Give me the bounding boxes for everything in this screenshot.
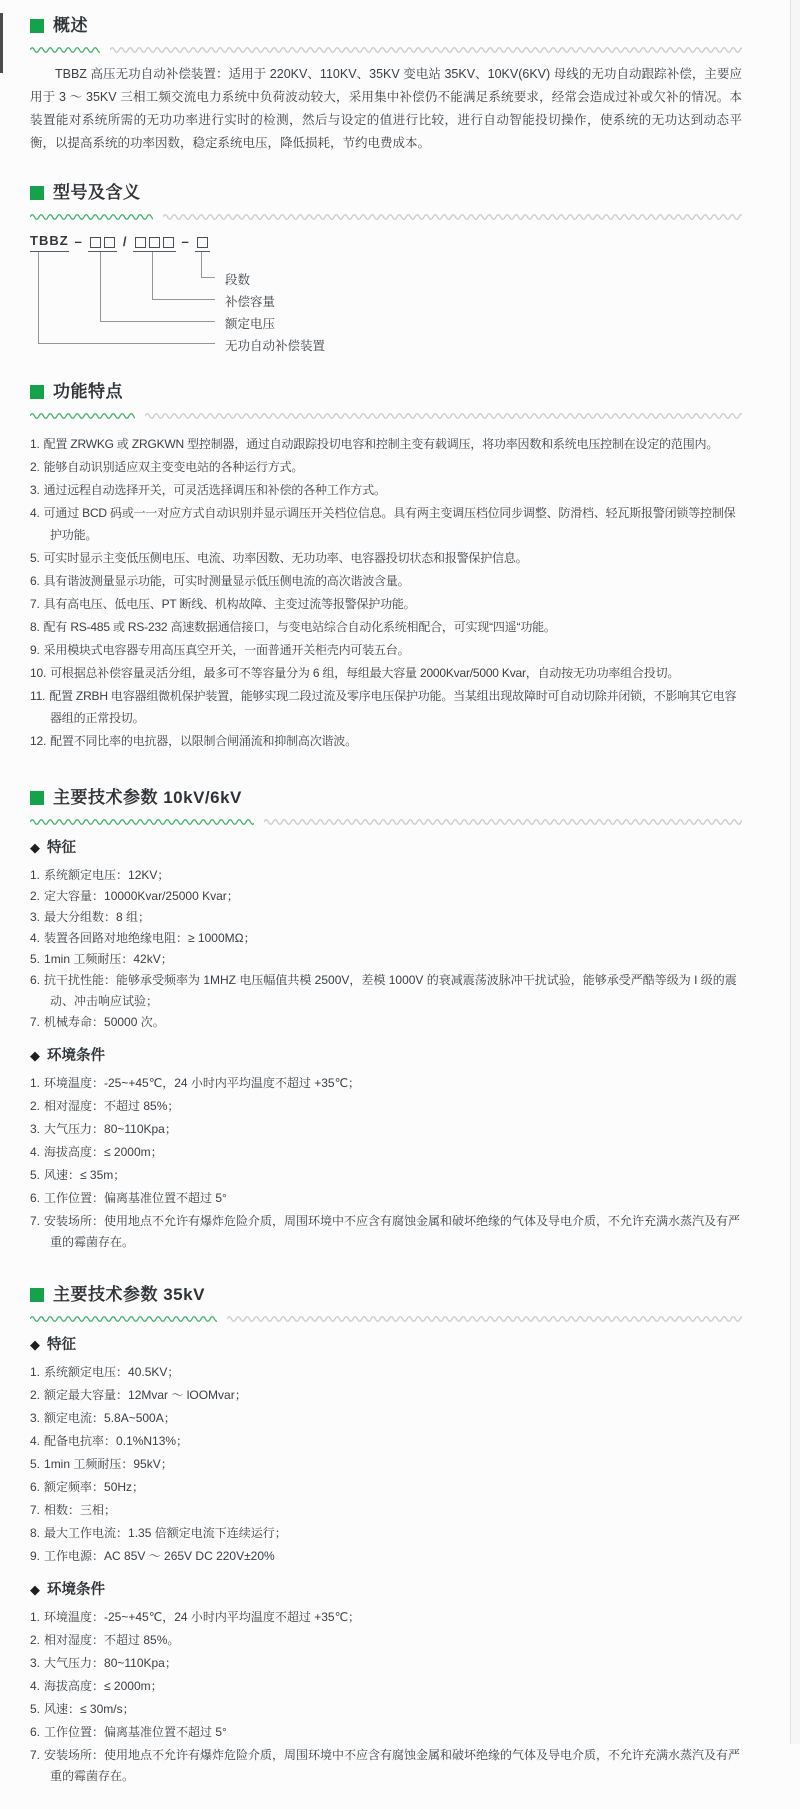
list-item: 2. 相对湿度：不超过 85%。 — [30, 1633, 180, 1647]
section-bullet-square — [30, 385, 44, 399]
list-item: 9. 采用模块式电容器专用高压真空开关，一面普通开关柜壳内可装五台。 — [30, 643, 410, 657]
section-overview — [30, 14, 742, 155]
section-title: 功能特点 — [53, 382, 123, 401]
list-item: 2. 能够自动识别适应双主变变电站的各种运行方式。 — [30, 460, 304, 474]
section-header — [30, 380, 123, 404]
overview-paragraph: TBBZ 高压无功自动补偿装置：适用于 220KV、110KV、35KV 变电站 35KV、10KV(6KV) 母线的无功自动跟踪补偿，主要应用于 3 ～ 35KV 三相工频交流电力系统中负荷波动较大，采用集中补偿仍不能满足系统要求，经常会造成过补或欠补的情况。本装置能对系统所需的无功功率进行实时的检测，然后与设定的值进行比较，进行自动智能投切操作，使系统的无功达到动态平衡，以提高系统的功率因数，稳定系统电压，降低损耗，节约电费成本。 — [30, 67, 742, 150]
list-item: 6. 工作位置：偏离基准位置不超过 5° — [30, 1725, 227, 1739]
wavy-divider — [30, 817, 742, 825]
model-code-line — [30, 230, 742, 252]
subsection-feature-heading — [30, 1334, 742, 1356]
model-designation-diagram — [30, 230, 742, 356]
scrollbar-thumb[interactable] — [0, 13, 3, 73]
subsection-title: 特征 — [47, 1337, 76, 1353]
list-item: 1. 系统额定电压：12KV； — [30, 868, 170, 882]
list-item: 2. 额定最大容量：12Mvar ～ lOOMvar； — [30, 1388, 247, 1402]
section-title: 主要技术参数 35kV — [53, 1285, 205, 1304]
section-bullet-square — [30, 186, 44, 200]
list-item: 3. 大气压力：80~110Kpa； — [30, 1656, 177, 1670]
params10-feature-list — [30, 865, 742, 1033]
wavy-divider — [30, 45, 742, 53]
section-model — [30, 181, 742, 356]
wavy-underline-green-icon — [30, 411, 135, 419]
list-item: 1. 环境温度：-25~+45℃，24 小时内平均温度不超过 +35℃； — [30, 1076, 361, 1090]
section-bullet-square — [30, 1288, 44, 1302]
model-box-group-voltage — [88, 237, 117, 252]
list-item: 7. 安装场所：使用地点不允许有爆炸危险介质，周围环境中不应含有腐蚀金属和破坏绝缘的气体及导电介质，不允许充满水蒸汽及有严重的霉菌存在。 — [30, 1748, 741, 1783]
section-bullet-square — [30, 791, 44, 805]
list-item: 11. 配置 ZRBH 电容器组微机保护装置，能够实现二段过流及零序电压保护功能。当某组出现故障时可自动切除并闭锁，不影响其它电容器组的正常投切。 — [30, 689, 737, 725]
model-label-device: 无功自动补偿装置 — [225, 339, 326, 353]
subsection-title: 环境条件 — [47, 1582, 105, 1598]
wavy-underline-gray-icon — [110, 45, 742, 53]
model-label-capacity: 补偿容量 — [225, 295, 276, 309]
params35-env-list — [30, 1607, 742, 1787]
list-item: 10. 可根据总补偿容量灵活分组，最多可不等容量分为 6 组，每组最大容量 2000Kvar/5000 Kvar，自动按无功功率组合投切。 — [30, 666, 680, 680]
list-item: 5. 风速：≤ 30m/s； — [30, 1702, 135, 1716]
model-box — [104, 237, 115, 248]
list-item: 5. 1min 工频耐压：95kV； — [30, 1457, 173, 1471]
list-item: 12. 配置不同比率的电抗器，以限制合闸涌流和抑制高次谐波。 — [30, 734, 357, 748]
wavy-underline-gray-icon — [227, 1314, 742, 1322]
diamond-icon: ◆ — [30, 840, 40, 855]
list-item: 7. 具有高电压、低电压、PT 断线、机构故障、主变过流等报警保护功能。 — [30, 597, 416, 611]
list-item: 1. 系统额定电压：40.5KV； — [30, 1365, 180, 1379]
list-item: 7. 安装场所：使用地点不允许有爆炸危险介质，周围环境中不应含有腐蚀金属和破坏绝缘的气体及导电介质，不允许充满水蒸汽及有严重的霉菌存在。 — [30, 1214, 741, 1249]
list-item: 1. 配置 ZRWKG 或 ZRGKWN 型控制器，通过自动跟踪投切电容和控制主变有载调压，将功率因数和系统电压控制在设定的范围内。 — [30, 437, 719, 451]
wavy-underline-gray-icon — [145, 411, 742, 419]
subsection-title: 环境条件 — [47, 1048, 105, 1064]
section-header — [30, 181, 141, 205]
list-item: 2. 相对湿度：不超过 85%； — [30, 1099, 180, 1113]
wavy-underline-green-icon — [30, 1314, 217, 1322]
model-label-sections: 段数 — [225, 273, 251, 287]
list-item: 4. 海拔高度：≤ 2000m； — [30, 1679, 163, 1693]
subsection-title: 特征 — [47, 840, 76, 856]
model-box — [149, 237, 160, 248]
diamond-icon: ◆ — [30, 1582, 40, 1597]
params10-env-list — [30, 1073, 742, 1253]
section-title: 型号及含义 — [53, 183, 141, 202]
section-title: 主要技术参数 10kV/6kV — [53, 788, 242, 807]
model-dash: – — [74, 234, 82, 249]
list-item: 5. 风速：≤ 35m； — [30, 1168, 126, 1182]
subsection-feature-heading — [30, 837, 742, 859]
model-prefix: TBBZ — [30, 233, 69, 252]
list-item: 4. 海拔高度：≤ 2000m； — [30, 1145, 163, 1159]
list-item: 3. 最大分组数：8 组； — [30, 910, 151, 924]
section-params-10kv — [30, 786, 742, 1253]
features-list — [30, 433, 742, 752]
wavy-underline-green-icon — [30, 212, 153, 220]
list-item: 4. 装置各回路对地绝缘电阻：≥ 1000MΩ； — [30, 931, 256, 945]
model-box — [197, 237, 208, 248]
list-item: 6. 工作位置：偏离基准位置不超过 5° — [30, 1191, 227, 1205]
section-header — [30, 14, 88, 38]
wavy-underline-green-icon — [30, 817, 254, 825]
model-label-voltage: 额定电压 — [225, 317, 276, 331]
list-item: 7. 相数：三相； — [30, 1503, 117, 1517]
model-box — [163, 237, 174, 248]
wavy-divider — [30, 411, 742, 419]
list-item: 6. 额定频率：50Hz； — [30, 1480, 145, 1494]
list-item: 9. 工作电源：AC 85V ～ 265V DC 220V±20% — [30, 1549, 275, 1563]
subsection-env-heading — [30, 1579, 742, 1601]
list-item: 7. 机械寿命：50000 次。 — [30, 1015, 165, 1029]
section-features — [30, 380, 742, 752]
list-item: 3. 额定电流：5.8A~500A； — [30, 1411, 176, 1425]
model-box — [135, 237, 146, 248]
section-header — [30, 1283, 205, 1307]
section-title: 概述 — [53, 16, 88, 35]
model-box — [90, 237, 101, 248]
page-right-edge — [790, 0, 800, 1744]
wavy-underline-gray-icon — [163, 212, 742, 220]
wavy-underline-gray-icon — [264, 817, 742, 825]
list-item: 5. 可实时显示主变低压侧电压、电流、功率因数、无功功率、电容器投切状态和报警保护信息。 — [30, 551, 528, 565]
subsection-env-heading — [30, 1045, 742, 1067]
list-item: 5. 1min 工频耐压：42kV； — [30, 952, 173, 966]
model-slash: / — [122, 234, 127, 249]
model-dash: – — [181, 234, 189, 249]
list-item: 8. 最大工作电流：1.35 倍额定电流下连续运行； — [30, 1526, 287, 1540]
wavy-underline-green-icon — [30, 45, 100, 53]
wavy-divider — [30, 1314, 742, 1322]
list-item: 1. 环境温度：-25~+45℃，24 小时内平均温度不超过 +35℃； — [30, 1610, 361, 1624]
list-item: 8. 配有 RS-485 或 RS-232 高速数据通信接口，与变电站综合自动化系统相配合，可实现“四遥“功能。 — [30, 620, 556, 634]
list-item: 3. 通过远程自动选择开关，可灵活选择调压和补偿的各种工作方式。 — [30, 483, 386, 497]
list-item: 6. 抗干扰性能：能够承受频率为 1MHZ 电压幅值共模 2500V，差模 1000V 的衰减震荡波脉冲干扰试验，能够承受严酷等级为 I 级的震动、冲击响应试验； — [30, 973, 737, 1008]
diamond-icon: ◆ — [30, 1048, 40, 1063]
list-item: 2. 定大容量：10000Kvar/25000 Kvar； — [30, 889, 239, 903]
wavy-divider — [30, 212, 742, 220]
list-item: 6. 具有谐波测量显示功能，可实时测量显示低压侧电流的高次谐波含量。 — [30, 574, 410, 588]
model-box-group-sections — [195, 237, 210, 252]
section-params-35kv — [30, 1283, 742, 1787]
list-item: 3. 大气压力：80~110Kpa； — [30, 1122, 177, 1136]
model-box-group-capacity — [133, 237, 176, 252]
params35-feature-list — [30, 1362, 742, 1567]
list-item: 4. 配备电抗率：0.1%N13%； — [30, 1434, 189, 1448]
section-header — [30, 786, 242, 810]
section-bullet-square — [30, 19, 44, 33]
model-connector-line — [38, 252, 215, 344]
list-item: 4. 可通过 BCD 码或一一对应方式自动识别并显示调压开关档位信息。具有两主变调压档位同步调整、防滑档、轻瓦斯报警闭锁等控制保护功能。 — [30, 506, 736, 542]
diamond-icon: ◆ — [30, 1337, 40, 1352]
